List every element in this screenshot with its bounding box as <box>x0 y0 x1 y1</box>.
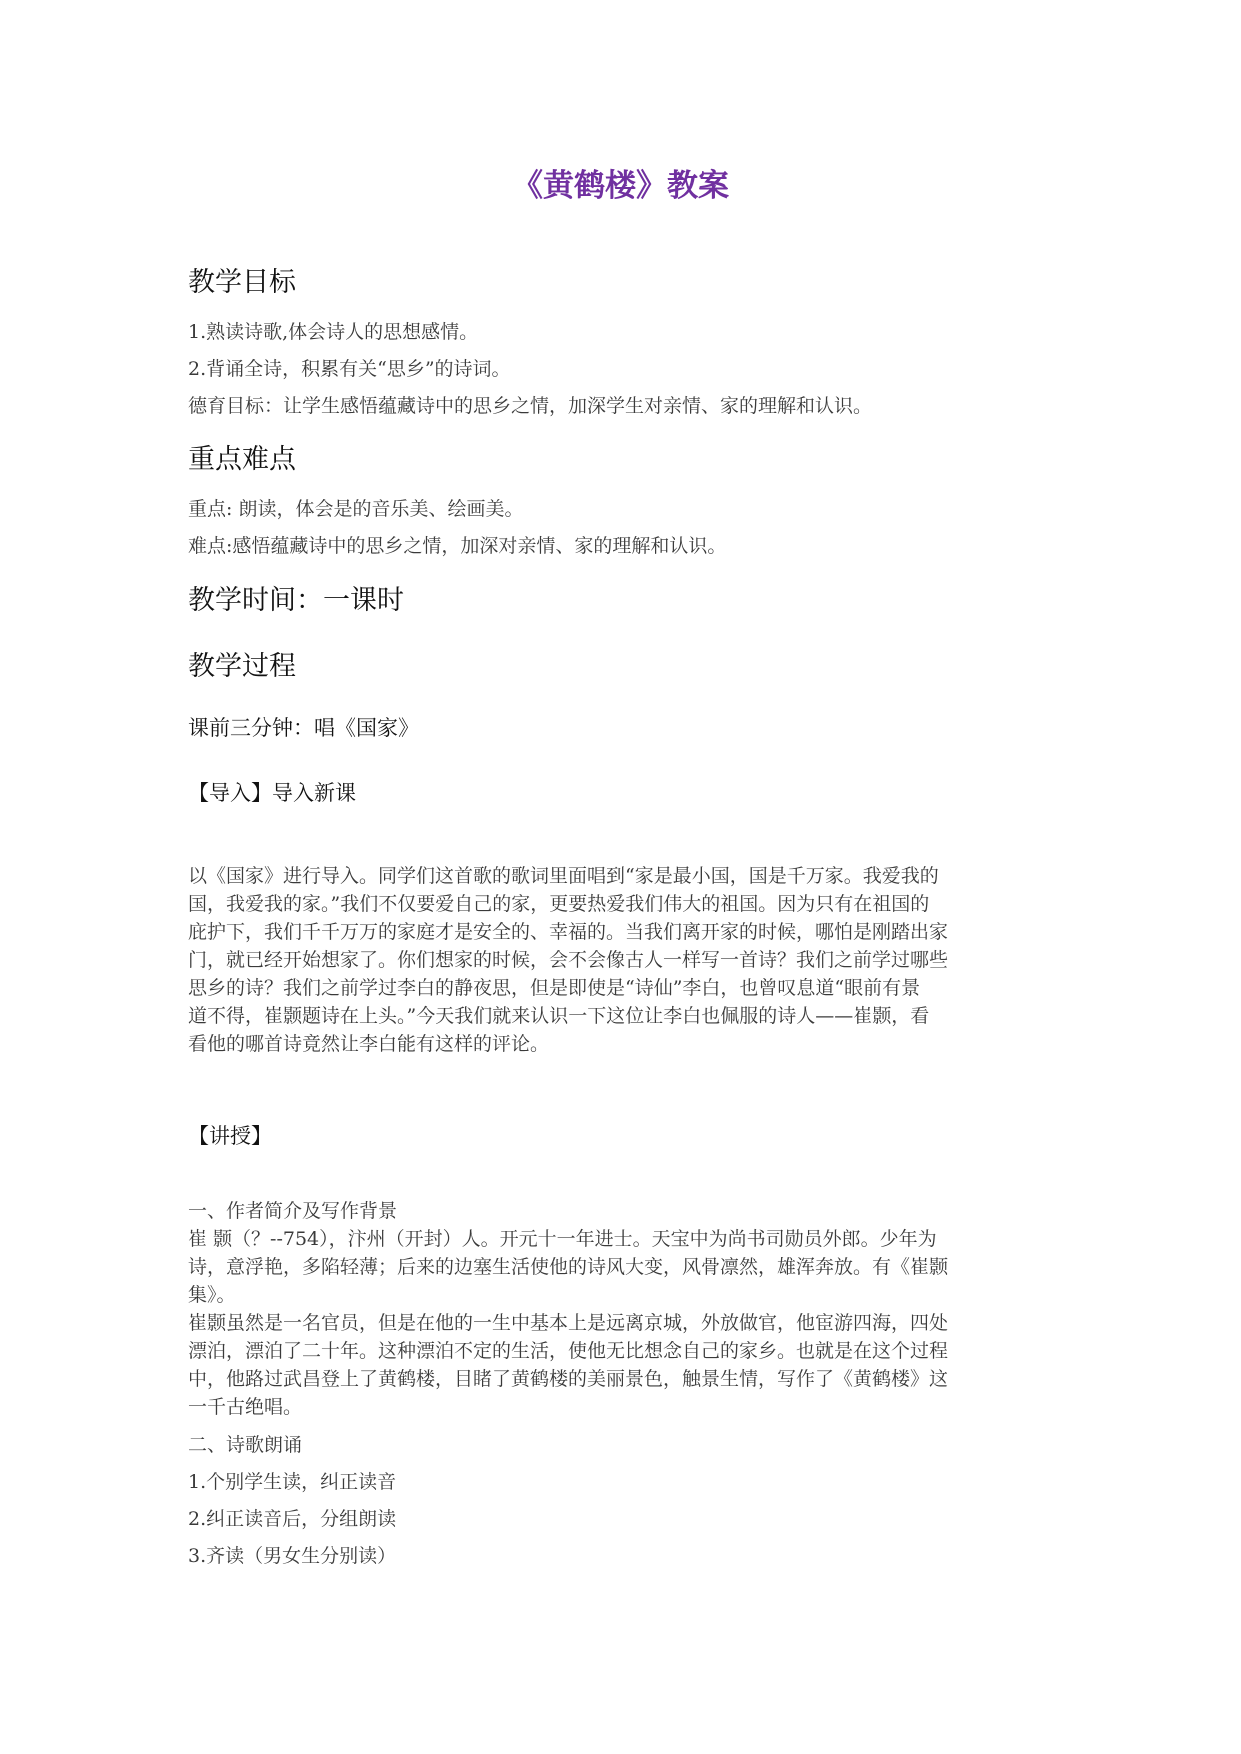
background-line: 一千古绝唱。 <box>188 1396 303 1418</box>
intro-heading: 【导入】导入新课 <box>188 781 356 805</box>
intro-line: 庇护下，我们千千万万的家庭才是安全的、幸福的。当我们离开家的时候，哪怕是刚踏出家 <box>188 921 949 943</box>
recite-item-1: 1.个别学生读，纠正读音 <box>188 1471 397 1493</box>
heading-teaching-time: 教学时间：一课时 <box>188 585 404 616</box>
author-line: 集》。 <box>188 1284 236 1306</box>
heading-teaching-goals: 教学目标 <box>188 267 296 298</box>
background-line: 崔颢虽然是一名官员，但是在他的一生中基本上是远离京城，外放做官，他宦游四海，四处 <box>188 1312 949 1334</box>
intro-line: 门，就已经开始想家了。你们想家的时候，会不会像古人一样写一首诗？我们之前学过哪些 <box>188 949 949 971</box>
difficulty-item: 难点:感悟蕴藏诗中的思乡之情，加深对亲情、家的理解和认识。 <box>188 535 727 557</box>
background-line: 中，他路过武昌登上了黄鹤楼，目睹了黄鹤楼的美丽景色，触景生情，写作了《黄鹤楼》这 <box>188 1368 949 1390</box>
goal-item-moral: 德育目标：让学生感悟蕴藏诗中的思乡之情，加深学生对亲情、家的理解和认识。 <box>188 395 873 417</box>
intro-line: 思乡的诗？我们之前学过李白的静夜思，但是即使是“诗仙”李白，也曾叹息道“眼前有景 <box>188 977 921 999</box>
key-point-item: 重点: 朗读，体会是的音乐美、绘画美。 <box>188 498 524 520</box>
recite-section-heading: 二、诗歌朗诵 <box>188 1434 303 1456</box>
heading-teaching-process: 教学过程 <box>188 651 296 682</box>
lecture-heading: 【讲授】 <box>188 1124 272 1148</box>
recite-item-2: 2.纠正读音后，分组朗读 <box>188 1508 397 1530</box>
goal-item-1: 1.熟读诗歌,体会诗人的思想感情。 <box>188 321 479 343</box>
recite-item-3: 3.齐读（男女生分别读） <box>188 1545 397 1567</box>
pre-class-activity: 课前三分钟：唱《国家》 <box>188 716 419 740</box>
background-paragraph <box>188 1309 1058 1421</box>
author-line: 诗，意浮艳，多陷轻薄；后来的边塞生活使他的诗风大变，风骨凛然，雄浑奔放。有《崔颢 <box>188 1256 949 1278</box>
intro-line: 以《国家》进行导入。同学们这首歌的歌词里面唱到“家是最小国，国是千万家。我爱我的 <box>188 865 939 887</box>
intro-line: 道不得，崔颢题诗在上头。”今天我们就来认识一下这位让李白也佩服的诗人——崔颢，看 <box>188 1005 930 1027</box>
heading-key-points: 重点难点 <box>188 444 296 475</box>
intro-paragraph <box>188 862 1058 1058</box>
document-title: 《黄鹤楼》教案 <box>512 168 729 204</box>
author-section-heading: 一、作者简介及写作背景 <box>188 1200 398 1222</box>
intro-line: 国，我爱我的家。”我们不仅要爱自己的家，更要热爱我们伟大的祖国。因为只有在祖国的 <box>188 893 930 915</box>
background-line: 漂泊，漂泊了二十年。这种漂泊不定的生活，使他无比想念自己的家乡。也就是在这个过程 <box>188 1340 949 1362</box>
author-paragraph <box>188 1225 1058 1309</box>
goal-item-2: 2.背诵全诗，积累有关“思乡”的诗词。 <box>188 358 511 380</box>
intro-line: 看他的哪首诗竟然让李白能有这样的评论。 <box>188 1033 550 1055</box>
author-line: 崔 颢（？--754），汴州（开封）人。开元十一年进士。天宝中为尚书司勋员外郎。少年为 <box>188 1228 937 1250</box>
